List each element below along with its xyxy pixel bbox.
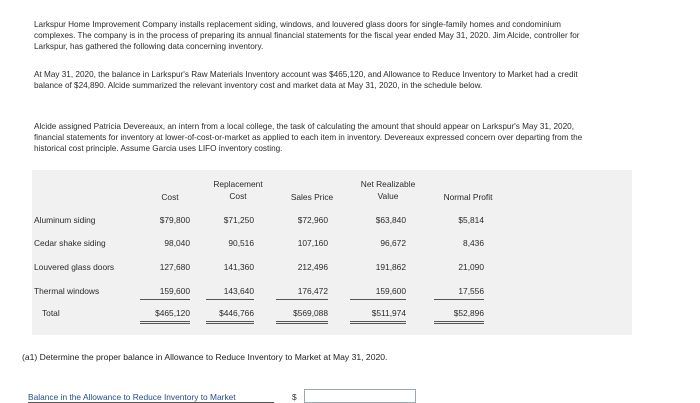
subtotal-rule	[206, 299, 254, 300]
row-label: Louvered glass doors	[34, 262, 115, 272]
row-sales: $72,960	[297, 215, 328, 225]
subtotal-rule	[434, 299, 484, 300]
total-rule	[350, 321, 406, 322]
row-sales: 107,160	[297, 238, 328, 248]
row-profit: 17,556	[458, 286, 484, 296]
total-rule	[434, 321, 484, 322]
total-rule	[350, 323, 406, 324]
currency-symbol: $	[292, 392, 297, 402]
row-nrv: 159,600	[375, 286, 406, 296]
total-profit: $52,896	[453, 308, 484, 318]
row-replacement: $71,250	[223, 215, 254, 225]
row-profit: 21,090	[458, 262, 484, 272]
header-replacement-line1: Replacement	[213, 179, 263, 189]
row-label: Cedar shake siding	[34, 238, 106, 248]
inventory-table	[32, 170, 632, 335]
total-rule	[276, 323, 328, 324]
total-rule	[140, 323, 190, 324]
row-profit: $5,814	[458, 215, 484, 225]
total-nrv: $511,974	[371, 308, 406, 318]
question-a1: (a1) Determine the proper balance in Allowance to Reduce Inventory to Market at May 31, 2020.	[22, 352, 388, 362]
row-nrv: $63,840	[375, 215, 406, 225]
balance-paragraph: At May 31, 2020, the balance in Larkspur's Raw Materials Inventory account was $465,120, and Allowance to Reduce Inventory to Market had a credit balance of $24,890. Alcide summarized the relevant inventory cost and market data at May 31, 2020, in the schedule below.	[34, 70, 578, 90]
total-rule	[206, 323, 254, 324]
row-label: Thermal windows	[34, 286, 100, 296]
row-cost: 98,040	[164, 238, 190, 248]
row-nrv: 96,672	[380, 238, 406, 248]
answer-row	[0, 391, 700, 403]
total-replacement: $446,766	[219, 308, 254, 318]
total-rule	[434, 323, 484, 324]
total-cost: $465,120	[155, 308, 190, 318]
row-replacement: 141,360	[223, 262, 254, 272]
row-cost: $79,800	[159, 215, 190, 225]
total-rule	[206, 321, 254, 322]
total-sales: $569,088	[293, 308, 328, 318]
header-nrv-line2: Value	[377, 191, 399, 201]
assignment-paragraph: Alcide assigned Patricia Devereaux, an intern from a local college, the task of calculating the amount that should appear on Larkspur's May 31, 2020, financial statements for inventory at lower-of-cost-or-market as applied to each item in inventory. Devereaux expressed concern over departing from the historical cost principle. Assume Garcia uses LIFO inventory costing.	[34, 122, 583, 153]
row-profit: 8,436	[463, 238, 484, 248]
header-nrv-line1: Net Realizable	[360, 179, 416, 189]
total-label: Total	[42, 308, 60, 318]
row-sales: 212,496	[297, 262, 328, 272]
header-cost: Cost	[161, 192, 179, 202]
header-replacement-line2: Cost	[229, 191, 247, 201]
row-sales: 176,472	[297, 286, 328, 296]
intro-paragraph: Larkspur Home Improvement Company installs replacement siding, windows, and louvered glass doors for single-family homes and condominium complexes. The company is in the process of preparing its annual financial statements for the fiscal year ended May 31, 2020. Jim Alcide, controller for Larkspur, has gathered the following data concerning inventory.	[34, 20, 580, 51]
subtotal-rule	[350, 299, 406, 300]
answer-label: Balance in the Allowance to Reduce Inventory to Market	[28, 392, 236, 402]
header-normal-profit: Normal Profit	[443, 192, 493, 202]
row-cost: 127,680	[159, 262, 190, 272]
allowance-balance-input[interactable]	[304, 389, 416, 403]
subtotal-rule	[276, 299, 328, 300]
row-nrv: 191,862	[375, 262, 406, 272]
total-rule	[276, 321, 328, 322]
total-rule	[140, 321, 190, 322]
header-sales-price: Sales Price	[290, 192, 334, 202]
row-cost: 159,600	[159, 286, 190, 296]
row-replacement: 90,516	[228, 238, 254, 248]
subtotal-rule	[140, 299, 190, 300]
row-replacement: 143,640	[223, 286, 254, 296]
row-label: Aluminum siding	[34, 215, 96, 225]
